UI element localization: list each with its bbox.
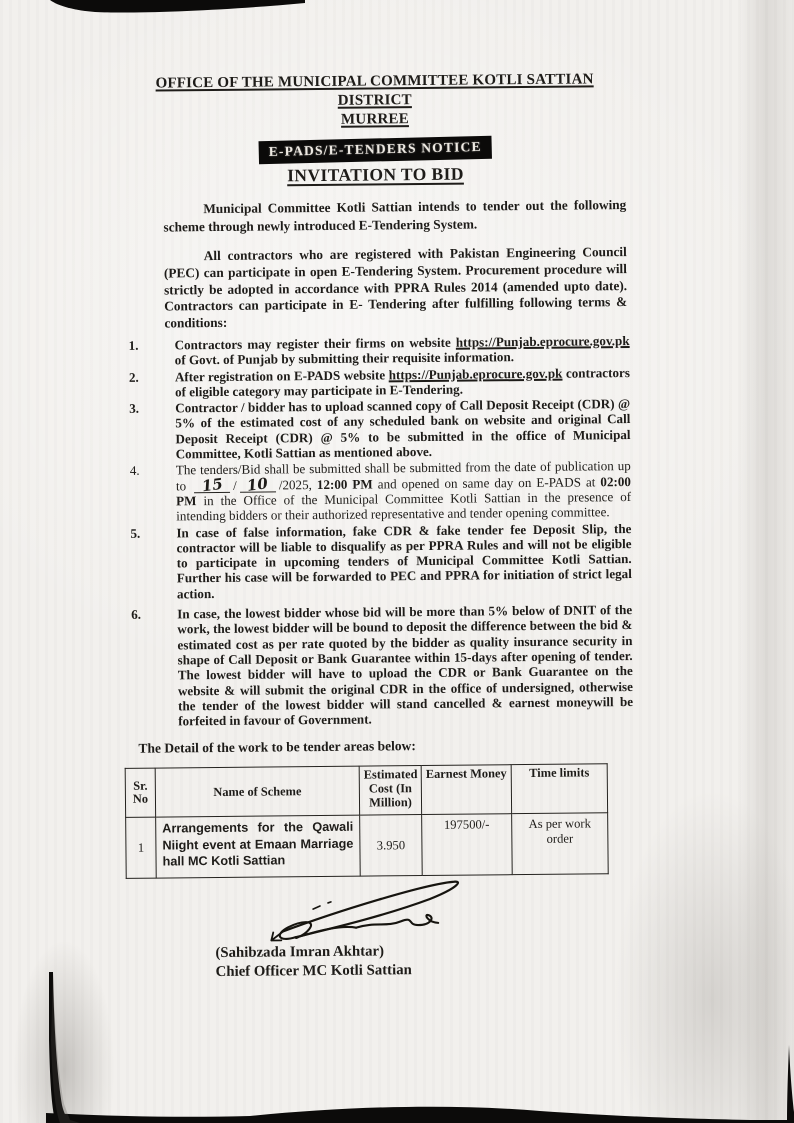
page-left-edge-shadow	[49, 972, 72, 1123]
schemes-table	[125, 764, 609, 880]
term-number: 3.	[129, 400, 140, 416]
left-edge-soft-shadow	[51, 975, 80, 1123]
term-text: After registration on E-PADS website	[174, 366, 389, 384]
page-right-edge-shadow	[787, 1045, 794, 1123]
document-content	[122, 70, 636, 982]
cell-time-limits: As per work order	[512, 813, 609, 875]
date-year: /2025,	[278, 476, 317, 493]
col-header-scheme: Name of Scheme	[155, 767, 359, 818]
col-header-cost: Estimated Cost (In Million)	[359, 766, 421, 816]
table-row	[126, 813, 609, 879]
term-text: In case, the lowest bidder whose bid will be more than 5% below of DNIT of the work, the lowest bidder will be bound to deposit the difference between the bid & estimated cost as per rate quoted by the bidder as quality insurance security in shape of Call Deposit or Bank Guarantee within 15-days after opening of tender. The lowest bidder will have to upload the CDR or Bank Guarantee on the website & will submit the original CDR in the office of undersigned, otherwise the tender of the lowest bidder will stand cancelled & earnest moneywill be forfeited in favour of Government.	[177, 602, 634, 729]
term-text: Contractors may register their firms on website	[174, 334, 456, 353]
term-item-2	[125, 365, 630, 400]
page-bottom-edge-shadow	[46, 1107, 794, 1123]
terms-list	[125, 333, 634, 729]
document-title	[123, 162, 628, 188]
cell-scheme-name: Arrangements for the Qawali Niight event at Emaan Marriage hall MC Kotli Sattian	[156, 816, 361, 879]
cell-earnest-money: 197500/-	[422, 814, 513, 876]
term-item-6	[127, 602, 633, 729]
term-number: 4.	[129, 463, 140, 479]
office-header-line2: MURREE	[340, 111, 409, 128]
epads-notice-banner: E-PADS/E-TENDERS NOTICE	[258, 136, 491, 164]
date-separator: /	[233, 477, 237, 493]
col-header-time: Time limits	[511, 764, 607, 814]
date-blank-day	[194, 474, 230, 495]
col-header-earnest: Earnest Money	[421, 765, 511, 815]
conditions-paragraph: All contractors who are registered with Pakistan Engineering Council (PEC) can participate in open E-Tendering System. Procurement procedure will strictly be adopted in accordance with PPRA Rules 2014 (amended upto date). Contractors can participate in E- Tendering after fulfilling following terms & conditions:	[163, 244, 628, 331]
term-item-3	[125, 396, 631, 462]
submission-time: 12:00 PM	[316, 476, 373, 492]
term-text: contractors of eligible category may participate in E-Tendering.	[174, 364, 630, 400]
term-item-1	[125, 333, 630, 368]
col-header-sr-no: Sr. No	[125, 768, 155, 817]
term-item-5	[126, 521, 632, 602]
signatory-title: Chief Officer MC Kotli Sattian	[215, 962, 412, 980]
table-header-row	[125, 764, 607, 818]
signatory-name: (Sahibzada Imran Akhtar)	[215, 943, 385, 962]
handwritten-day: 15	[200, 474, 224, 495]
term-text: of Govt. of Punjab by submitting their requisite information.	[174, 349, 515, 368]
signature-scribble	[258, 878, 469, 944]
eprocure-url: https://Punjab.eprocure.gov.pk	[388, 365, 563, 382]
term-number: 6.	[131, 606, 142, 622]
opening-time: 02:00 PM	[176, 473, 632, 509]
office-header	[122, 70, 628, 132]
term-number: 5.	[130, 525, 141, 541]
cell-sr-no: 1	[126, 817, 157, 878]
date-blank-month	[240, 473, 276, 495]
intro-paragraph: Municipal Committee Kotli Sattian intends to tender out the following scheme through newly introduced E-Tendering System.	[163, 197, 627, 234]
term-text: in the Office of the Municipal Committee Kotli Sattian in the presence of intending bidders or their authorized representative and tender opening committee.	[176, 488, 632, 524]
eprocure-url: https://Punjab.eprocure.gov.pk	[455, 333, 630, 350]
office-header-line1: OFFICE OF THE MUNICIPAL COMMITTEE KOTLI SATTIAN DISTRICT	[155, 71, 594, 109]
detail-heading: The Detail of the work to be tender areas below:	[138, 738, 416, 757]
term-text: and opened on same day on E-PADS at	[372, 473, 601, 492]
term-text: In case of false information, fake CDR & fake tender fee Deposit Slip, the contractor will be liable to disqualify as per PPRA Rules and will not be eligible to participate in upcoming tenders of Municipal Committee Kotli Sattian. Further his case will be forwarded to PEC and PPRA for initiation of strict legal action.	[176, 520, 632, 602]
term-text: Contractor / bidder has to upload scanned copy of Call Deposit Receipt (CDR) @ 5% of the estimated cost of any scheduled bank on website and original Call Deposit Receipt (CDR) @ 5% to be submitted in the office of Municipal Committee, Kotli Sattian as mentioned above.	[175, 396, 631, 462]
document-title-text: INVITATION TO BID	[287, 163, 464, 186]
term-text: The tenders/Bid shall be submitted shall be submitted from the date of publication up to	[175, 458, 631, 494]
cell-estimated-cost: 3.950	[360, 815, 423, 877]
term-number: 2.	[128, 369, 139, 385]
handwritten-month: 10	[246, 473, 270, 495]
term-item-4	[126, 458, 632, 524]
notice-banner-row	[123, 136, 628, 164]
term-number: 1.	[128, 337, 139, 353]
page-top-curl-shadow	[50, 0, 305, 13]
